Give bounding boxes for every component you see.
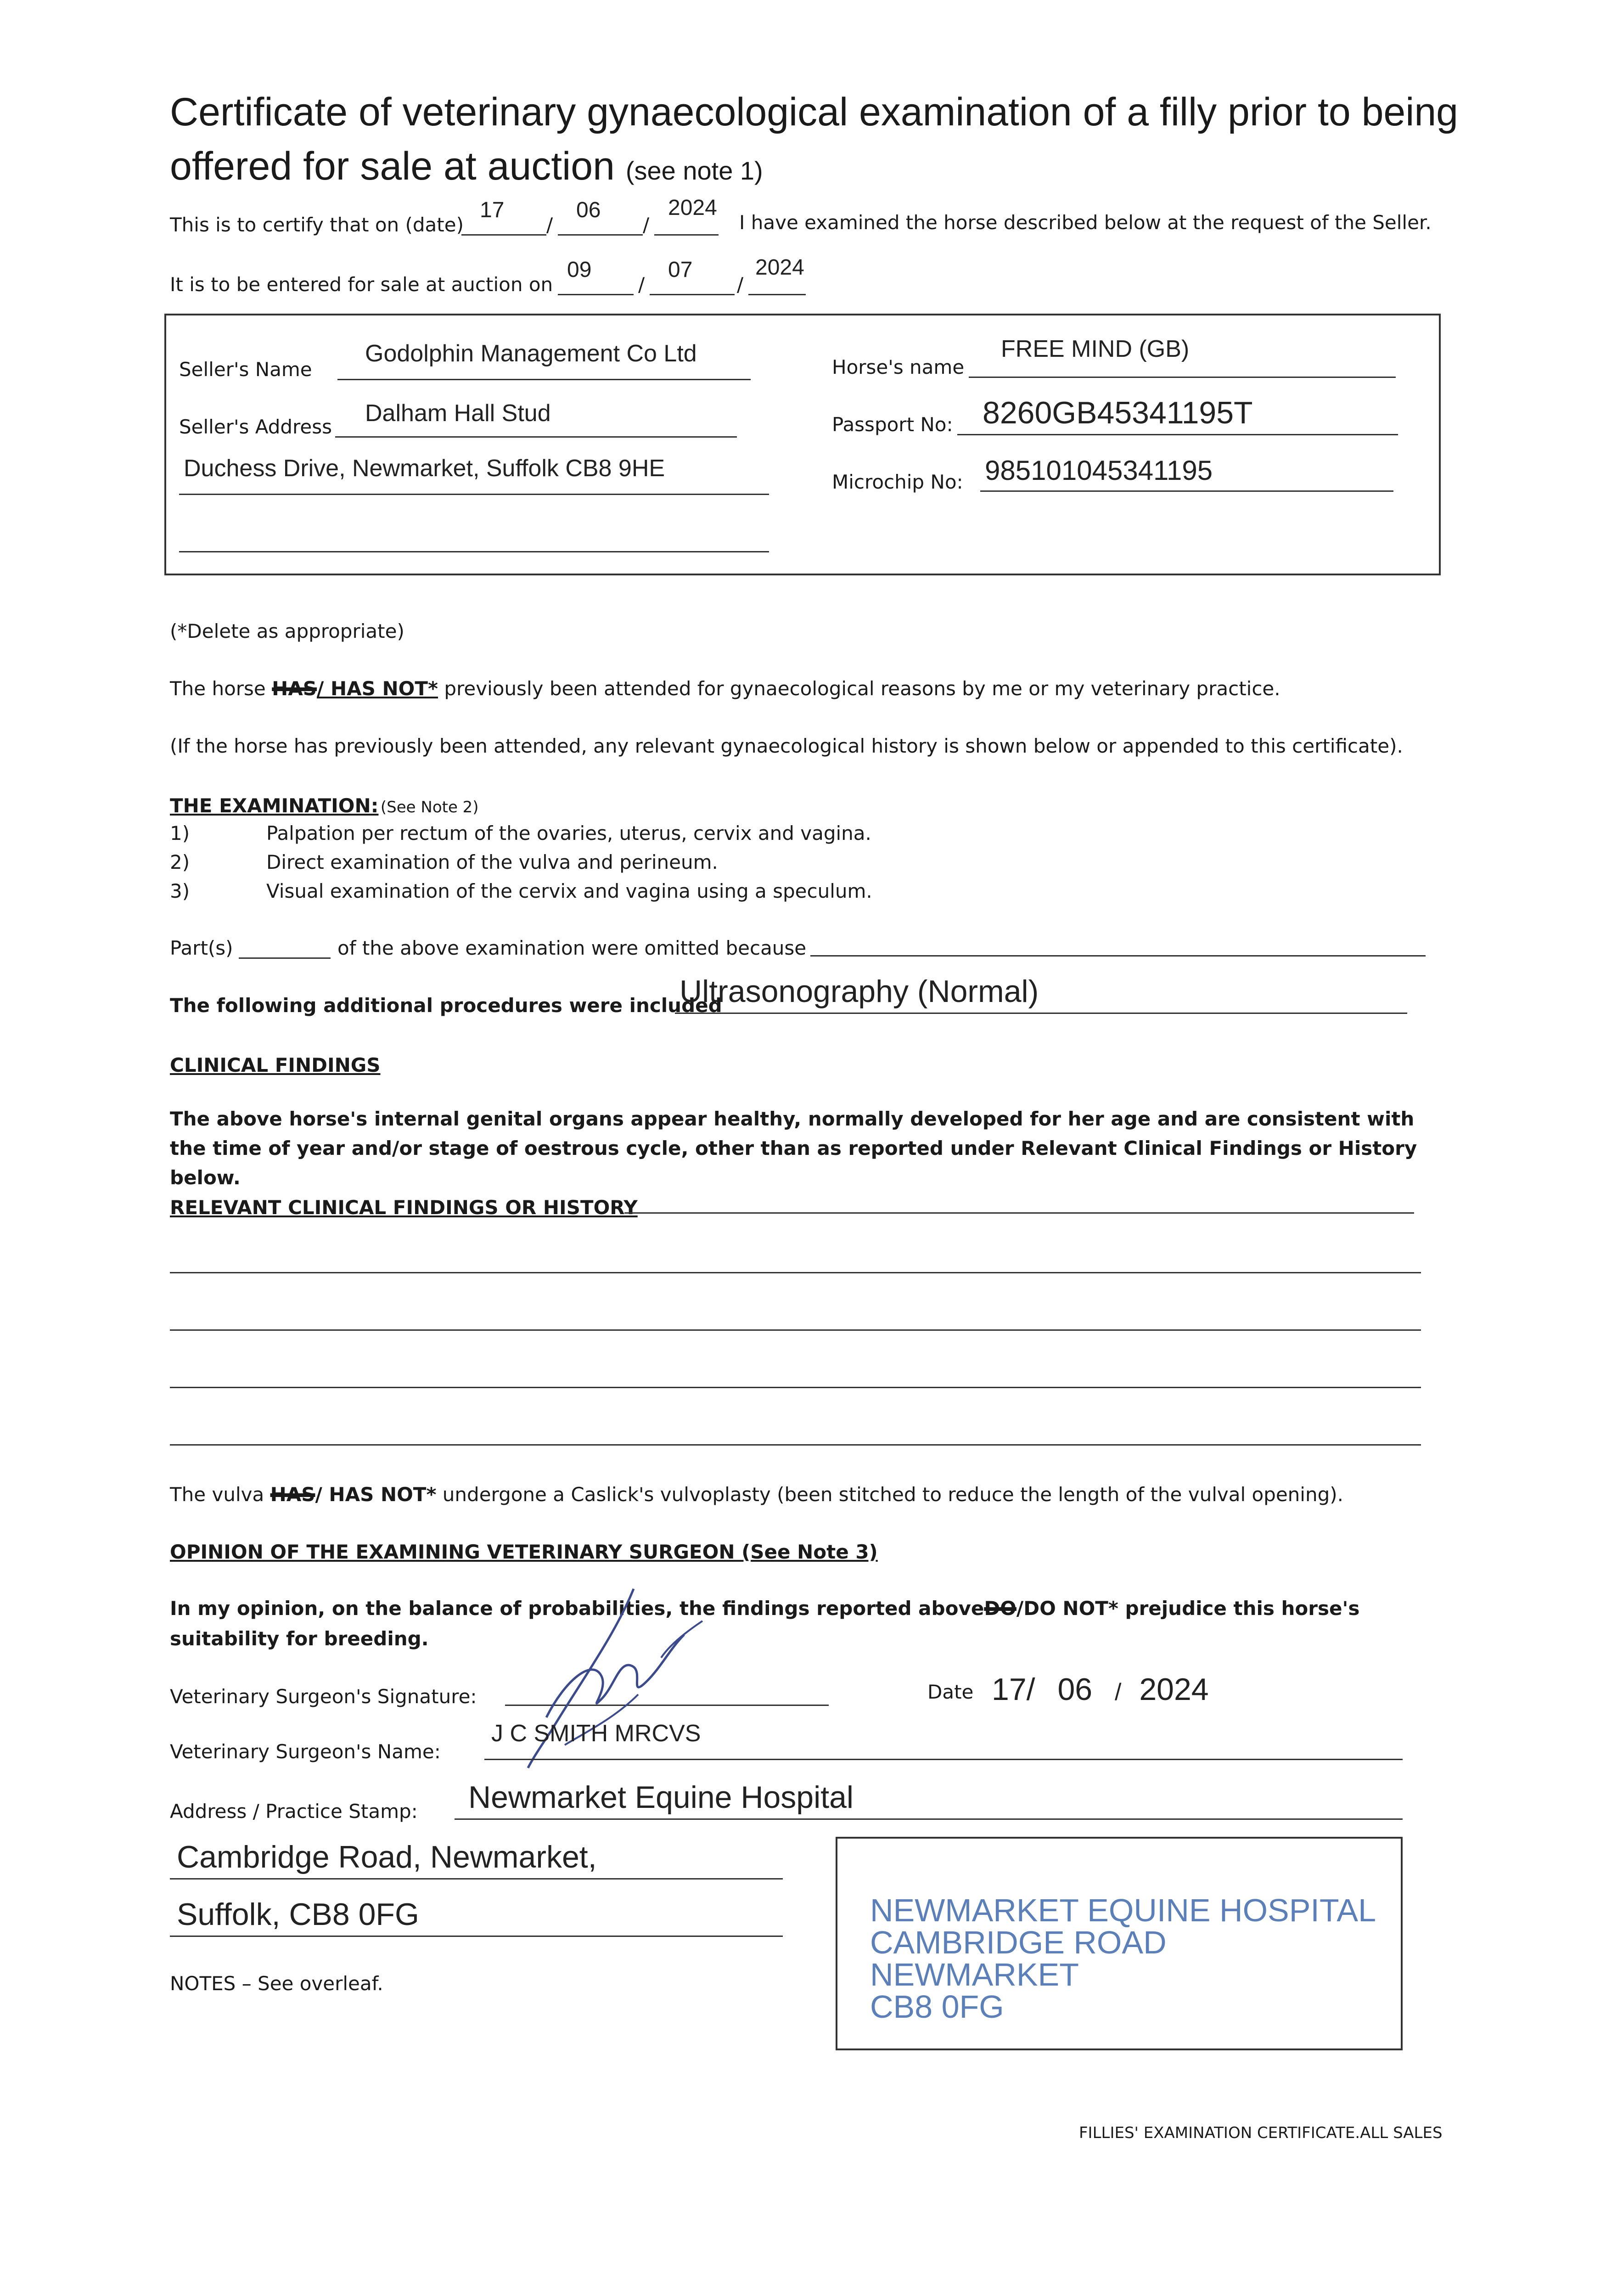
- relevant-heading: RELEVANT CLINICAL FINDINGS OR HISTORY: [170, 1196, 638, 1219]
- additional-value: Ultrasonography (Normal): [680, 974, 1039, 1009]
- certify-day: 17: [480, 198, 505, 222]
- certificate-title: [170, 85, 1501, 198]
- exam-item-2: 2) Direct examination of the vulva and perineum.: [170, 851, 718, 873]
- signature-date: 17/ 06 / 2024: [992, 1672, 1209, 1707]
- practice-address-line2: Suffolk, CB8 0FG: [177, 1897, 419, 1932]
- exam-item-1: 1) Palpation per rectum of the ovaries, uterus, cervix and vagina.: [170, 822, 871, 844]
- seller-address-label: Seller's Address: [179, 416, 332, 438]
- vulva-choice: / HAS NOT*: [315, 1483, 437, 1506]
- omitted-prefix: Part(s): [170, 937, 233, 959]
- auction-day: 09: [567, 258, 592, 282]
- practice-stamp: NEWMARKET EQUINE HOSPITAL CAMBRIDGE ROAD NEWMARKET CB8 0FG: [870, 1892, 1376, 2025]
- opinion-struck: DO: [984, 1597, 1016, 1620]
- examination-heading: THE EXAMINATION: (See Note 2): [170, 794, 479, 817]
- seller-address-line2: Duchess Drive, Newmarket, Suffolk CB8 9HE: [184, 455, 665, 482]
- passport-label: Passport No:: [832, 413, 953, 436]
- seller-address-line1: Dalham Hall Stud: [365, 400, 551, 427]
- seller-name-label: Seller's Name: [179, 358, 312, 381]
- passport-number: 8260GB45341195T: [983, 395, 1253, 430]
- practice-name: Newmarket Equine Hospital: [468, 1780, 854, 1815]
- signature-date-label: Date: [927, 1681, 974, 1703]
- omitted-middle: of the above examination were omitted because: [337, 937, 807, 959]
- auction-month: 07: [668, 258, 693, 282]
- attended-struck: HAS: [272, 677, 317, 700]
- clinical-text: The above horse's internal genital organs appear healthy, normally developed for her age and are consistent with the time of year and/or stage of oestrous cycle, other than as reported under Relevant Clinical Findings or History below.: [170, 1108, 1417, 1189]
- practice-address-line1: Cambridge Road, Newmarket,: [177, 1840, 597, 1874]
- notes-text: NOTES – See overleaf.: [170, 1972, 383, 1995]
- seller-name: Godolphin Management Co Ltd: [365, 340, 697, 367]
- opinion-heading: OPINION OF THE EXAMINING VETERINARY SURGEON (See Note 3): [170, 1541, 878, 1563]
- delete-note: (*Delete as appropriate): [170, 620, 404, 642]
- title-note: (see note 1): [625, 156, 763, 185]
- opinion-text: In my opinion, on the balance of probabilities, the findings reported aboveDO/DO NOT* prejudice this horse's suitability for breeding.: [170, 1597, 1360, 1650]
- certify-suffix: I have examined the horse described below at the request of the Seller.: [739, 211, 1432, 234]
- vulva-struck: HAS: [270, 1483, 315, 1506]
- surgeon-name-label: Veterinary Surgeon's Name:: [170, 1740, 441, 1763]
- certify-year: 2024: [668, 196, 717, 220]
- horse-name-label: Horse's name: [832, 356, 965, 378]
- certify-prefix: This is to certify that on (date): [170, 214, 464, 236]
- signature-label: Veterinary Surgeon's Signature:: [170, 1685, 477, 1708]
- attended-line: The horse HAS/ HAS NOT* previously been attended for gynaecological reasons by me or my veterinary practice.: [170, 677, 1280, 700]
- attended-choice: / HAS NOT*: [317, 677, 438, 700]
- vulva-line: The vulva HAS/ HAS NOT* undergone a Caslick's vulvoplasty (been stitched to reduce the length of the vulval opening).: [170, 1483, 1343, 1506]
- clinical-heading: CLINICAL FINDINGS: [170, 1054, 381, 1076]
- auction-prefix: It is to be entered for sale at auction on: [170, 273, 553, 296]
- title-text: Certificate of veterinary gynaecological examination of a filly prior to being offered for sale at auction: [170, 90, 1459, 188]
- additional-label: The following additional procedures were included: [170, 994, 722, 1017]
- microchip-number: 985101045341195: [985, 455, 1213, 486]
- horse-name: FREE MIND (GB): [1001, 336, 1190, 362]
- auction-year: 2024: [755, 255, 804, 280]
- footer-text: FILLIES' EXAMINATION CERTIFICATE.ALL SALES: [1079, 2124, 1443, 2142]
- surgeon-name: J C SMITH MRCVS: [491, 1720, 701, 1747]
- exam-item-3: 3) Visual examination of the cervix and vagina using a speculum.: [170, 880, 872, 902]
- microchip-label: Microchip No:: [832, 471, 963, 493]
- practice-label: Address / Practice Stamp:: [170, 1800, 418, 1823]
- certify-month: 06: [576, 198, 601, 222]
- history-note: (If the horse has previously been attended, any relevant gynaecological history is shown below or appended to this certificate).: [170, 735, 1403, 757]
- details-box: [164, 314, 1441, 575]
